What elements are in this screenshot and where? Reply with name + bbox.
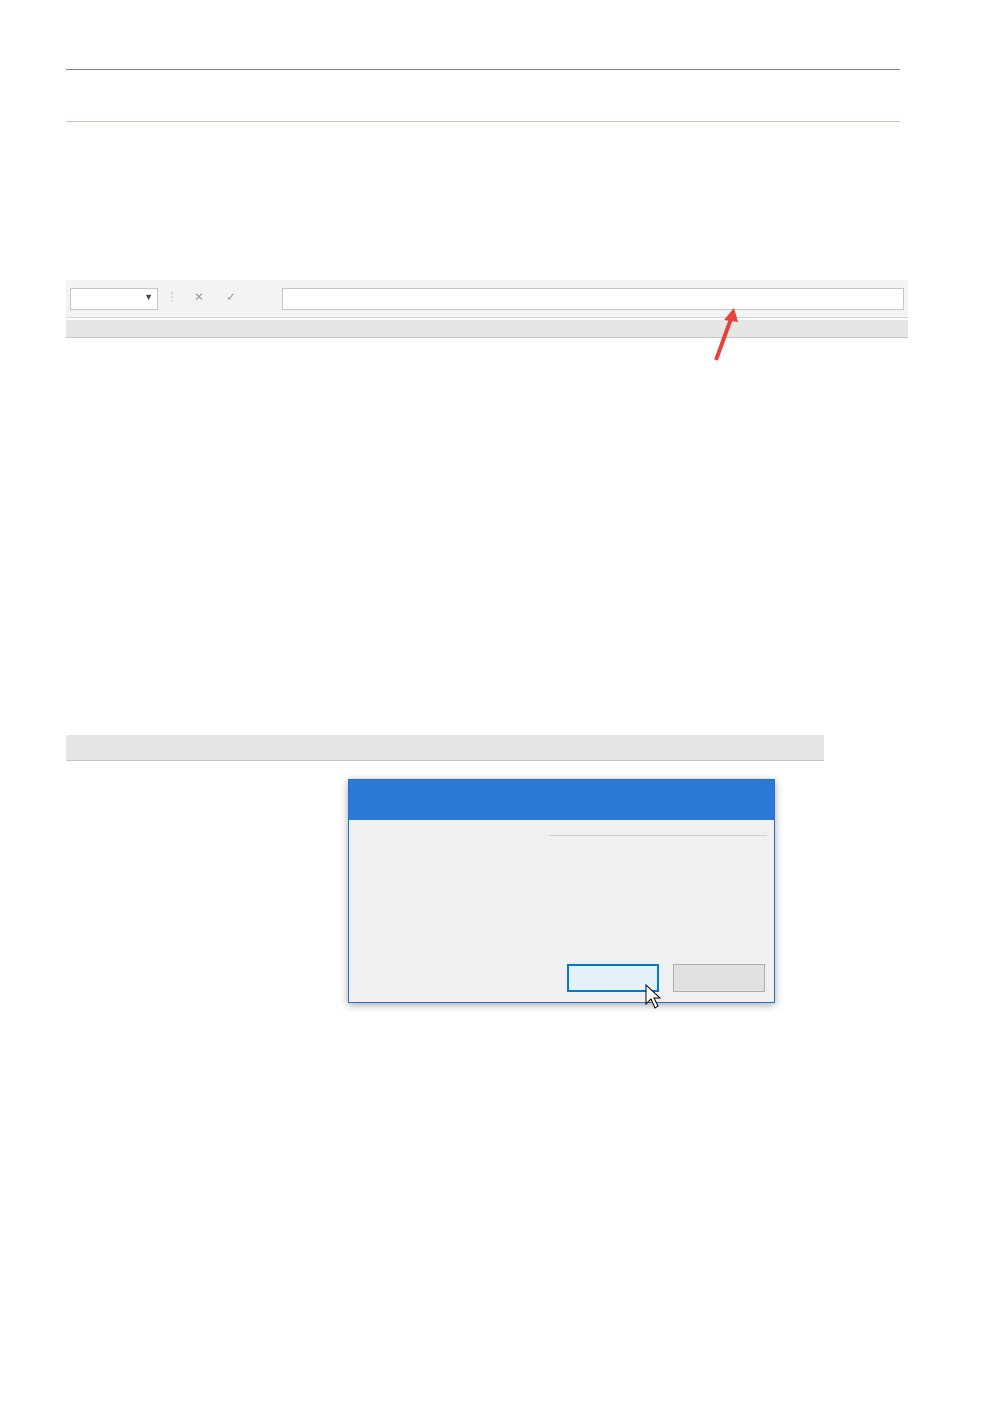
more-icon: ⋮: [166, 290, 178, 304]
cancel-button[interactable]: [673, 964, 765, 992]
name-box[interactable]: [70, 288, 158, 310]
column-headers: [66, 735, 824, 761]
confirm-icon[interactable]: ✓: [226, 290, 237, 304]
section-title: [66, 86, 900, 122]
formula-bar: [66, 280, 908, 318]
chevron-down-icon[interactable]: ▼: [144, 292, 153, 302]
create-names-dialog: [348, 779, 775, 1003]
mouse-cursor-icon: [645, 984, 661, 1010]
cancel-icon[interactable]: ✕: [194, 290, 205, 304]
formula-input[interactable]: [282, 288, 904, 310]
dialog-titlebar: [349, 780, 774, 820]
page-header: [66, 48, 900, 70]
excel-screenshot-formula: [66, 280, 908, 538]
group-divider: [549, 835, 767, 836]
excel-screenshot-dialog: [66, 735, 824, 1047]
red-arrow-icon: [706, 304, 746, 364]
column-headers: [66, 320, 908, 338]
